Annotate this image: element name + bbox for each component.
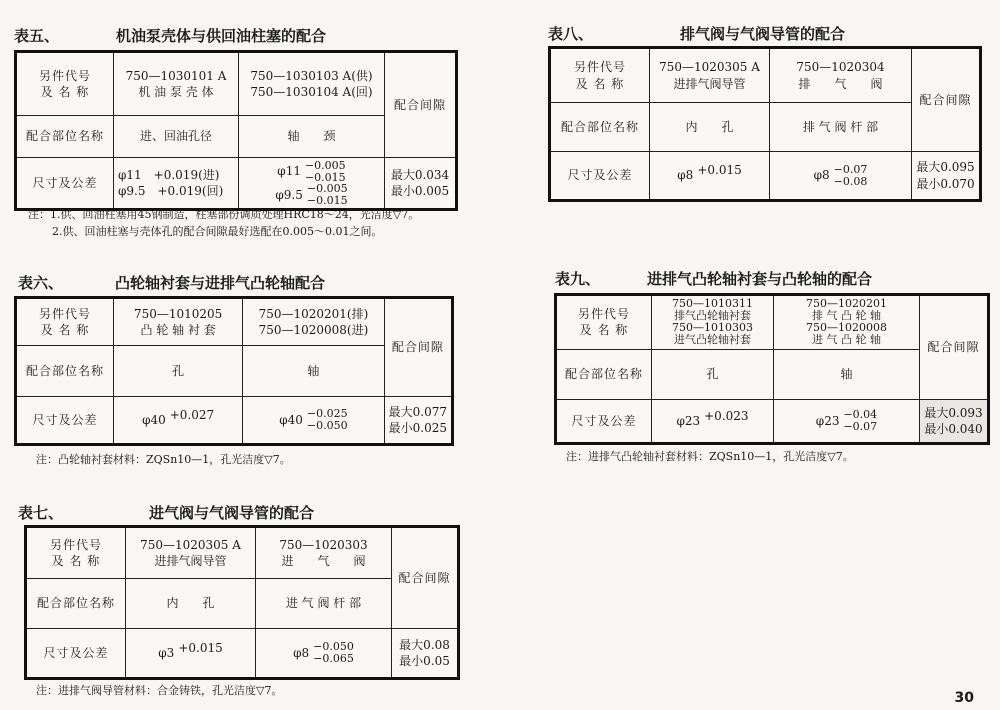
part2-name: 排 气 阀 (798, 76, 883, 91)
location-header-cell: 配合部位名称 (16, 346, 114, 396)
fit-min: 最小0.070 (916, 176, 975, 191)
part-header-cell: 另件代号 及 名 称 (16, 298, 114, 346)
part1-cell (126, 527, 256, 579)
size-2-b-dia: φ9.5 (275, 187, 303, 202)
location-header-cell: 配合部位名称 (26, 579, 126, 629)
size-2-lower: −0.065 (313, 652, 354, 665)
size-1-tol: +0.023 (704, 408, 749, 423)
table5-title (14, 25, 327, 46)
size-header-cell: 尺寸及公差 (16, 158, 114, 210)
size-2-a-lower: −0.015 (304, 170, 346, 184)
part1-name: 进排气阀导管 (154, 554, 227, 568)
part1-name: 进排气阀导管 (673, 76, 746, 91)
table5-note-2: 2.供、回油柱塞与壳体孔的配合间隙最好选配在0.005～0.01之间。 (52, 225, 383, 238)
location-1: 孔 (652, 349, 774, 399)
size-1 (114, 396, 243, 444)
fit-cell (392, 629, 459, 679)
table8-number: 表八、 (548, 25, 594, 43)
table9-name: 进排气凸轮轴衬套与凸轮轴的配合 (647, 270, 873, 288)
part1-cell (114, 52, 239, 116)
part-header-cell: 另件代号 及 名 称 (556, 295, 652, 350)
table5 (14, 50, 458, 211)
part2-code: 750—1020303 (279, 537, 368, 552)
location-1: 内 孔 (126, 579, 256, 629)
size-2-lower: −0.07 (843, 419, 878, 433)
fit-max: 最大0.095 (916, 160, 975, 175)
part1-name: 机 油 泵 壳 体 (138, 85, 214, 99)
table7-note: 注：进排气阀导管材料：合金铸铁，孔光洁度▽7。 (36, 684, 283, 697)
table6-note: 注：凸轮轴衬套材料：ZQSn10—1，孔光洁度▽7。 (36, 453, 291, 466)
location-1: 孔 (114, 346, 243, 396)
table9-number: 表九、 (555, 270, 601, 288)
fit-max: 最大0.077 (388, 404, 447, 419)
part2-code-2: 750—1030104 A(回) (250, 85, 373, 99)
fit-min: 最小0.040 (924, 421, 983, 436)
location-2: 轴 (243, 346, 384, 396)
part2-cell (256, 527, 392, 579)
size-2-dia: φ8 (293, 645, 310, 660)
location-1: 进、回油孔径 (114, 116, 239, 158)
part-header-cell: 另件代号 及 名 称 (26, 527, 126, 579)
table6-title (18, 272, 326, 293)
part2-code-2: 750—1020008(进) (258, 323, 369, 338)
size-1-dia: φ3 (158, 645, 175, 660)
table8-title (548, 23, 846, 44)
size-2-a-dia: φ11 (277, 164, 301, 179)
size-1-dia: φ23 (676, 413, 701, 428)
fit-header-cell: 配合间隙 (912, 48, 981, 152)
location-2: 进 气 阀 杆 部 (256, 579, 392, 629)
size-2 (770, 152, 912, 201)
fit-max: 最大0.093 (924, 405, 983, 420)
size-2-b-upper: −0.005 (306, 182, 348, 196)
part2-code-2: 750—1020008 (806, 321, 887, 335)
table7-name: 进气阀与气阀导管的配合 (149, 504, 315, 522)
part2-cell (243, 298, 384, 346)
size-1-dia: φ8 (677, 168, 694, 183)
size-1 (650, 152, 770, 201)
size-2-dia: φ40 (279, 412, 303, 427)
size-2-upper: −0.050 (313, 640, 354, 654)
table8 (548, 46, 982, 202)
part1-code: 750—1020305 A (140, 537, 241, 552)
page-number: 30 (954, 690, 974, 706)
part2-name: 进 气 阀 (281, 554, 366, 568)
size-header-cell: 尺寸及公差 (550, 152, 650, 201)
fit-max: 最大0.034 (390, 167, 450, 182)
size-2-lower: −0.050 (306, 418, 348, 432)
table5-note-1: 注：1.供、回油柱塞用45钢制造，柱塞部份调质处理HRC18～24，光洁度▽7。 (28, 208, 420, 221)
fit-header-cell: 配合间隙 (384, 298, 452, 397)
part1-code-2: 750—1010303 (672, 321, 753, 335)
table9 (554, 293, 990, 445)
part2-cell (770, 48, 912, 103)
table6 (14, 296, 454, 446)
part1-cell (650, 48, 770, 103)
table6-number: 表六、 (18, 274, 64, 292)
part2-name-1: 排 气 凸 轮 轴 (812, 309, 881, 323)
part1-code: 750—1010205 (133, 306, 223, 321)
part1-name-2: 进气凸轮轴衬套 (674, 333, 751, 347)
table7 (24, 525, 460, 680)
size-2 (256, 629, 392, 679)
part-header-cell: 另件代号 及 名 称 (550, 48, 650, 103)
location-2: 轴 (774, 349, 920, 399)
part1-name-1: 排气凸轮轴衬套 (674, 309, 751, 323)
fit-min: 最小0.025 (388, 420, 447, 435)
size-2-upper: −0.07 (833, 162, 868, 176)
location-header-cell: 配合部位名称 (550, 103, 650, 152)
size-2-dia: φ23 (815, 413, 840, 428)
part1-name: 凸 轮 轴 衬 套 (140, 323, 216, 338)
part2-name-2: 进 气 凸 轮 轴 (812, 333, 881, 347)
table7-title (18, 502, 315, 523)
size-2 (239, 158, 385, 210)
size-1-tol: +0.015 (178, 640, 223, 655)
size-1 (114, 158, 239, 210)
size-2-dia: φ8 (813, 168, 830, 183)
location-2: 排 气 阀 杆 部 (770, 103, 912, 152)
size-1-tol: +0.015 (697, 163, 742, 178)
size-header-cell: 尺寸及公差 (16, 396, 114, 444)
part-header-cell: 另件代号 及 名 称 (16, 52, 114, 116)
location-header-cell: 配合部位名称 (16, 116, 114, 158)
location-1: 内 孔 (650, 103, 770, 152)
part2-code: 750—1020304 (796, 60, 885, 75)
part2-code-1: 750—1030103 A(供) (250, 68, 373, 83)
fit-header-cell: 配合间隙 (920, 295, 989, 400)
fit-max: 最大0.08 (399, 637, 450, 652)
fit-cell (384, 396, 452, 444)
size-2 (774, 399, 920, 443)
fit-min: 最小0.05 (399, 654, 450, 668)
size-header-cell: 尺寸及公差 (26, 629, 126, 679)
size-1-tol: +0.027 (169, 407, 215, 422)
part1-cell (114, 298, 243, 346)
fit-header-cell: 配合间隙 (392, 527, 459, 629)
fit-cell (912, 152, 981, 201)
table7-number: 表七、 (18, 504, 64, 522)
table5-number: 表五、 (14, 27, 60, 45)
size-2-b-lower: −0.015 (306, 193, 348, 207)
fit-cell (385, 158, 457, 210)
size-1-dia: φ40 (142, 412, 166, 427)
size-1-line-2: φ9.5 +0.019(回) (118, 184, 224, 199)
part2-cell (774, 295, 920, 350)
size-2-upper: −0.025 (306, 407, 348, 421)
table6-name: 凸轮轴衬套与进排气凸轮轴配合 (115, 274, 326, 292)
part2-code-1: 750—1020201 (806, 297, 887, 311)
size-2-upper: −0.04 (843, 408, 878, 422)
size-1 (652, 399, 774, 443)
part2-cell (239, 52, 385, 116)
location-2: 轴 颈 (239, 116, 385, 158)
location-header-cell: 配合部位名称 (556, 349, 652, 399)
fit-min: 最小0.005 (390, 184, 450, 199)
size-2 (243, 396, 384, 444)
size-1-line-1: φ11 +0.019(进) (118, 167, 220, 182)
size-2-lower: −0.08 (833, 174, 868, 188)
size-1 (126, 629, 256, 679)
part1-code: 750—1020305 A (659, 60, 760, 75)
size-2-a-upper: −0.005 (304, 159, 346, 172)
part1-cell (652, 295, 774, 350)
fit-cell (920, 399, 989, 443)
table9-title (555, 268, 873, 289)
part1-code: 750—1030101 A (125, 68, 227, 83)
part2-code-1: 750—1020201(排) (258, 306, 369, 321)
table9-note: 注：进排气凸轮轴衬套材料：ZQSn10—1，孔光洁度▽7。 (566, 450, 854, 463)
table8-name: 排气阀与气阀导管的配合 (680, 25, 846, 43)
table5-name: 机油泵壳体与供回油柱塞的配合 (116, 27, 327, 45)
part1-code-1: 750—1010311 (672, 297, 753, 311)
size-header-cell: 尺寸及公差 (556, 399, 652, 443)
fit-header-cell: 配合间隙 (385, 52, 457, 158)
